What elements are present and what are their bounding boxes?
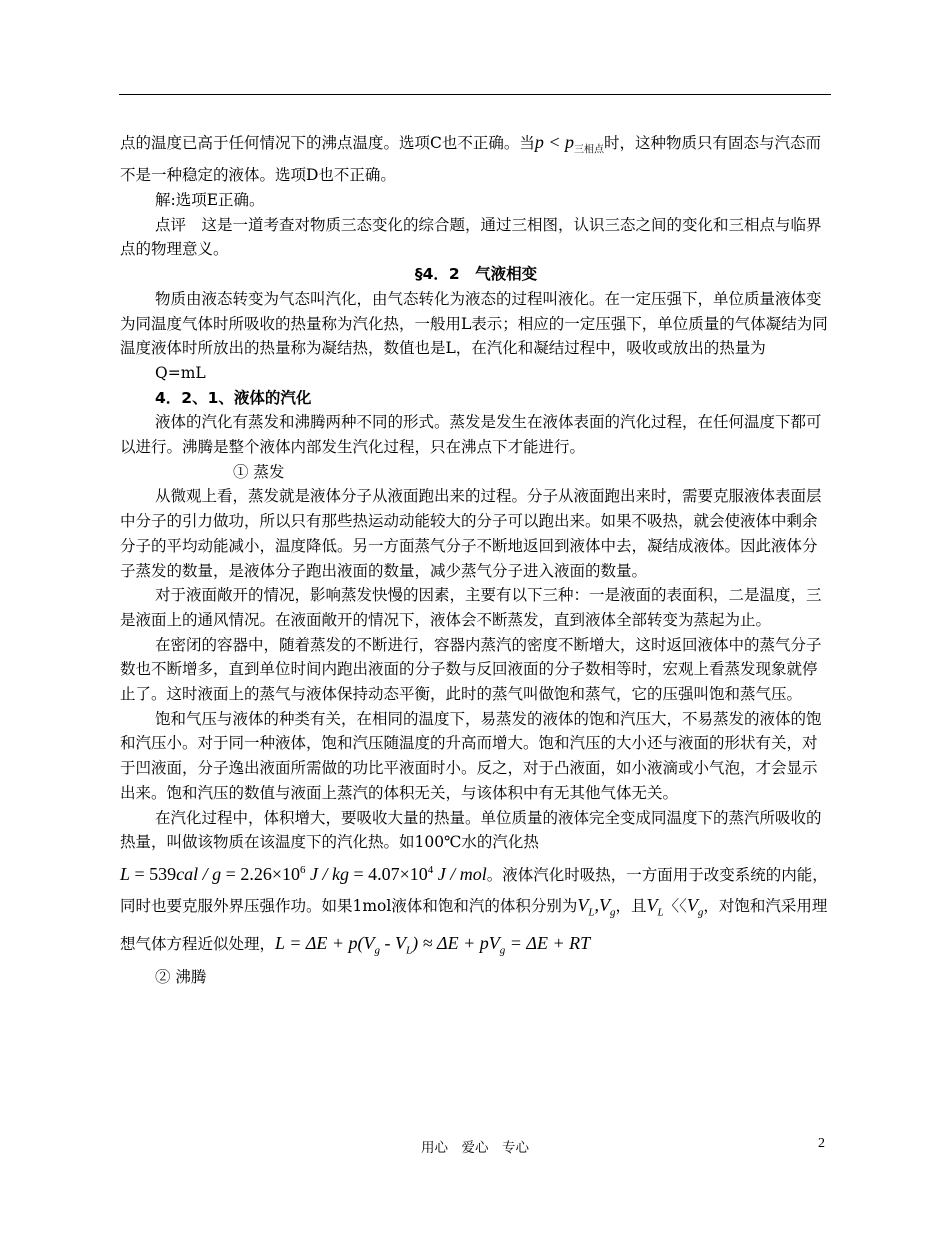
inline-formula: [646, 894, 664, 919]
formula-subscript: g: [374, 944, 381, 957]
formula-text: = 539: [130, 863, 177, 884]
text-run: ，且: [615, 896, 647, 915]
formula-subscript: g: [697, 906, 704, 919]
text-run: 点的温度已高于任何情况下的沸点温度。选项C也不正确。当: [120, 134, 535, 152]
paragraph: 解:选项E正确。: [155, 191, 265, 209]
formula-text: ) ≈ ΔE + pV: [412, 932, 500, 953]
formula-exponent: 6: [299, 863, 306, 876]
paragraph: [120, 855, 832, 965]
formula-text: J / mol: [433, 863, 487, 884]
text-run: 时，这种物质只有固态与汽态而不是一种稳定的液体。选项D也不正确。: [120, 134, 822, 185]
formula-text: cal / g: [176, 863, 222, 884]
formula-text: V: [577, 894, 589, 915]
formula-text: V: [646, 894, 658, 915]
paragraph: 在密闭的容器中，随着蒸发的不断进行，容器内蒸汽的密度不断增大，这时返回液体中的蒸气分子数也不断增多，直到单位时间内跑出液面的分子数与反回液面的分子数相等时，宏观上看蒸发现象就停止了。这时液面上的蒸气与液体保持动态平衡，此时的蒸气叫做饱和蒸气，它的压强叫饱和蒸气压。: [120, 635, 822, 704]
formula-subscript: L: [406, 944, 413, 957]
formula-exponent: 4: [427, 863, 434, 876]
paragraph: 在汽化过程中，体积增大，要吸收大量的热量。单位质量的液体完全变成同温度下的蒸汽所吸收的热量，叫做该物质在该温度下的汽化热。如100℃水的汽化热: [120, 808, 822, 852]
formula-subscript: 三相点: [574, 144, 605, 156]
list-item: ① 蒸发: [233, 462, 285, 481]
equation-latent-heat: [120, 864, 487, 884]
footer-motto: 用心 爱心 专心: [421, 1140, 529, 1156]
formula-line: Q=mL: [155, 363, 206, 382]
inline-formula: [686, 894, 704, 919]
equation-clausius: [275, 932, 591, 957]
formula-text: = 4.07×10: [348, 863, 428, 884]
formula-text: - V: [380, 932, 407, 953]
formula-subscript: g: [499, 944, 506, 957]
text-run: ，对饱和汽采用理想气体方程近似处理，: [120, 896, 828, 953]
header-rule: [119, 94, 831, 95]
paragraph: 对于液面敞开的情况，影响蒸发快慢的因素，主要有以下三种：一是液面的表面积，二是温度，三是液面上的通风情况。在液面敞开的情况下，液体会不断蒸发，直到液体全部转变为蒸起为止。: [120, 586, 822, 629]
formula-text: L = ΔE + p(V: [275, 932, 375, 953]
formula-subscript: L: [588, 906, 595, 919]
formula-subscript: L: [657, 906, 664, 919]
list-item: ② 沸腾: [155, 968, 207, 987]
formula-text: ,: [594, 894, 599, 915]
formula-text: J / kg: [305, 863, 349, 884]
inline-formula: [577, 894, 616, 919]
inline-formula: [534, 132, 605, 156]
body-text: [120, 130, 832, 990]
page-number: 2: [818, 1136, 825, 1151]
formula-text: p < p: [534, 132, 575, 152]
text-run: 。液体汽化时吸热，一方面用于改变系统的内能，同时也要克服外界压强作功。如果1mol液体和饱和汽的体积分别为: [120, 865, 828, 915]
paragraph: 液体的汽化有蒸发和沸腾两种不同的形式。蒸发是发生在液体表面的汽化过程，在任何温度下都可以进行。沸腾是整个液体内部发生汽化过程，只在沸点下才能进行。: [120, 413, 822, 457]
formula-text: V: [598, 894, 610, 915]
paragraph: 物质由液态转变为气态叫汽化，由气态转化为液态的过程叫液化。在一定压强下，单位质量液体变为同温度气体时所吸收的热量称为汽化热，一般用L表示；相应的一定压强下，单位质量的气体凝结为同温度液体时所放出的热量称为凝结热，数值也是L，在汽化和凝结过程中，吸收或放出的热量为: [120, 289, 828, 358]
formula-text: = 2.26×10: [221, 863, 300, 884]
paragraph: 点评 这是一道考查对物质三态变化的综合题，通过三相图，认识三态之间的变化和三相点与临界点的物理意义。: [120, 215, 822, 259]
text-run: 〈〈: [663, 896, 687, 915]
formula-text: = ΔE + RT: [505, 932, 591, 953]
section-title: §4．2 气液相变: [414, 265, 538, 284]
subsection-title: 4．2、1、液体的汽化: [155, 388, 312, 407]
paragraph: 从微观上看，蒸发就是液体分子从液面跑出来的过程。分子从液面跑出来时，需要克服液体表面层中分子的引力做功，所以只有那些热运动动能较大的分子可以跑出来。如果不吸热，就会使液体中剩余分子的平均动能减小，温度降低。另一方面蒸气分子不断地返回到液体中去，凝结成液体。因此液体分子蒸发的数量，是液体分子跑出液面的数量，减少蒸气分子进入液面的数量。: [120, 487, 822, 580]
formula-text: V: [686, 894, 698, 915]
formula-subscript: g: [609, 906, 616, 919]
paragraph: [120, 130, 832, 188]
formula-text: L: [120, 863, 131, 884]
paragraph: 饱和气压与液体的种类有关，在相同的温度下，易蒸发的液体的饱和汽压大，不易蒸发的液体的饱和汽压小。对于同一种液体，饱和汽压随温度的升高而增大。饱和汽压的大小还与液面的形状有关，对于凹液面，分子逸出液面所需做的功比平液面时小。反之，对于凸液面，如小液滴或小气泡，才会显示出来。饱和汽压的数值与液面上蒸汽的体积无关，与该体积中有无其他气体无关。: [120, 709, 822, 802]
